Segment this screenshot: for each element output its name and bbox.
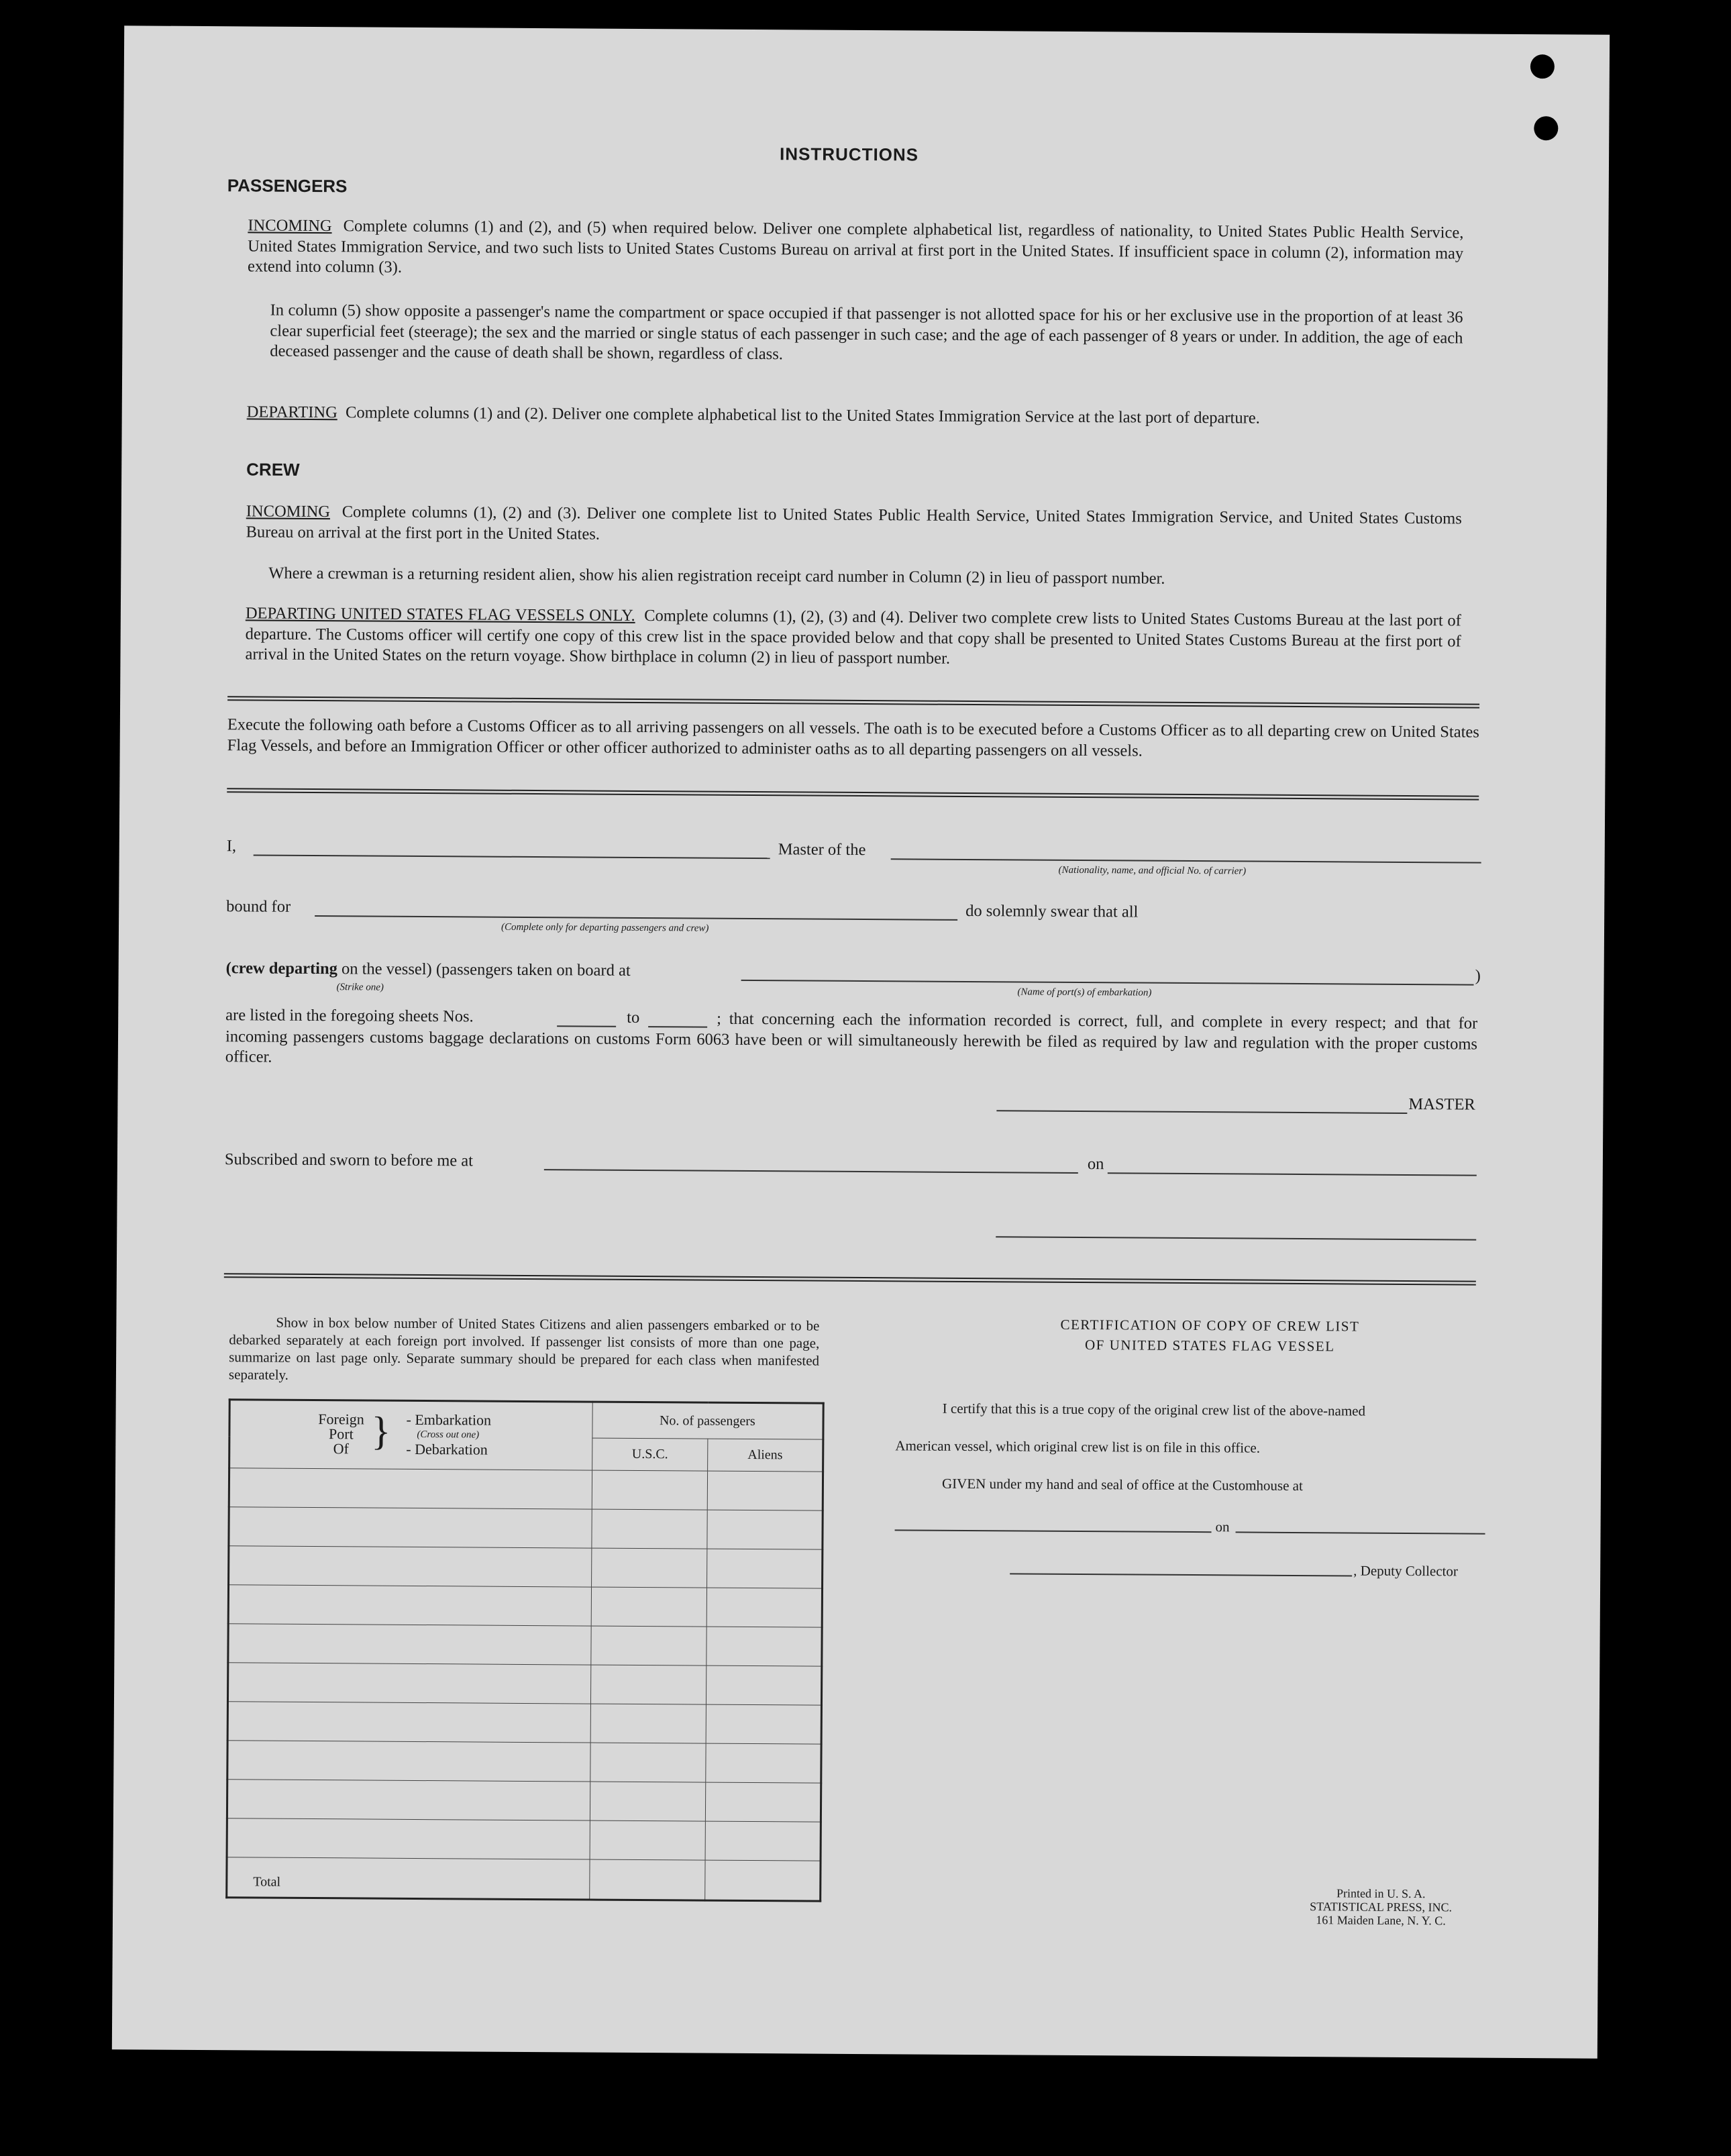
aliens-cell[interactable]: [706, 1704, 821, 1744]
crew-incoming-instruction: [246, 501, 1462, 550]
sworn-place-field[interactable]: [544, 1169, 1078, 1174]
passengers-departing-instruction: [247, 402, 1463, 430]
oath-i-label: I,: [226, 837, 237, 856]
total-label: Total: [227, 1857, 590, 1900]
aliens-cell[interactable]: [707, 1510, 823, 1549]
crew-departing-instruction: [245, 603, 1461, 672]
passengers-count-header: No. of passengers: [592, 1402, 824, 1439]
deputy-signature-field[interactable]: [1010, 1573, 1352, 1576]
certification-title-line1: CERTIFICATION OF COPY OF CREW LIST: [1060, 1316, 1360, 1335]
foreign-label: Foreign: [318, 1410, 364, 1428]
crewman-instruction: Where a crewman is a returning resident alien, show his alien registration receipt card number in Column (2) in lieu of passport number.: [268, 564, 1165, 588]
incoming-label: INCOMING: [248, 216, 332, 236]
certification-date-field[interactable]: [1236, 1531, 1485, 1534]
subscribed-label: Subscribed and sworn to before me at: [224, 1150, 474, 1170]
aliens-cell[interactable]: [705, 1821, 821, 1861]
oath-statement: ; that concerning each the information recorded is correct, full, and complete in every respect; and that for incoming passengers customs baggage declarations on customs Form 6063 have been or will simultaneously herewith be filed as required by law and regulation with the proper customs officer.: [225, 1009, 1478, 1066]
divider-double-3: [224, 1273, 1476, 1285]
crew-incoming-label: INCOMING: [246, 502, 331, 521]
port-label: Port: [328, 1425, 354, 1443]
usc-cell[interactable]: [590, 1782, 706, 1821]
aliens-column-header: Aliens: [708, 1439, 823, 1472]
aliens-cell[interactable]: [707, 1549, 823, 1588]
certification-title: [995, 1314, 1424, 1357]
divider-double-1: [227, 696, 1479, 708]
port-cell[interactable]: [229, 1546, 592, 1587]
certification-line3: GIVEN under my hand and seal of office at the Customhouse at: [941, 1475, 1303, 1494]
crew-passengers-line: [226, 959, 631, 980]
departing-text: Complete columns (1) and (2). Deliver one complete alphabetical list to the United States Immigration Service at the last port of departure.: [345, 403, 1260, 427]
strike-one-note: (Strike one): [336, 982, 384, 993]
master-signature-field[interactable]: [996, 1110, 1407, 1114]
column5-instruction: In column (5) show opposite a passenger's name the compartment or space occupied if that passenger is not allotted space for his or her exclusive use in the proportion of at least 36 clear superficial feet (steerage); the sex and the married or single status of each passenger in such case; and the age of each passenger of 8 years or under. In addition, the age of each deceased passenger and the cause of death shall be shown, regardless of class.: [270, 301, 1463, 364]
debarkation-option[interactable]: - Debarkation: [406, 1440, 488, 1458]
port-header-cell: [229, 1400, 592, 1470]
master-name-field[interactable]: [254, 854, 770, 859]
printer-line3: 161 Maiden Lane, N. Y. C.: [1316, 1913, 1446, 1928]
passengers-taken-option[interactable]: (passengers taken on board at: [435, 960, 631, 980]
usc-cell[interactable]: [591, 1587, 707, 1627]
aliens-cell[interactable]: [706, 1627, 822, 1666]
officer-signature-field[interactable]: [996, 1236, 1476, 1240]
divider-double-2: [227, 788, 1479, 800]
embarkation-option[interactable]: - Embarkation: [406, 1410, 492, 1429]
carrier-field[interactable]: [891, 858, 1481, 863]
aliens-total-cell[interactable]: [705, 1860, 821, 1901]
of-label: Of: [333, 1440, 349, 1457]
certification-line1: I certify that this is a true copy of the original crew list of the above-named: [942, 1400, 1366, 1419]
aliens-cell[interactable]: [707, 1588, 823, 1627]
summary-instructions: Show in box below number of United States Citizens and alien passengers embarked or to be debarked separately at each foreign port involved. If passenger list consists of more than one page, summarize on last page only. Separate summary should be prepared for each class when manifested separately.: [228, 1314, 820, 1383]
usc-cell[interactable]: [592, 1509, 708, 1549]
on-the-vessel-text: on the vessel): [341, 960, 432, 979]
aliens-cell[interactable]: [706, 1743, 821, 1783]
certification-line2: American vessel, which original crew list is on file in this office.: [895, 1437, 1261, 1456]
usc-column-header: U.S.C.: [592, 1438, 708, 1471]
page-title: INSTRUCTIONS: [779, 144, 919, 165]
passenger-summary-table: [225, 1398, 825, 1902]
crew-departing-text: Complete columns (1), (2), (3) and (4). Deliver two complete crew lists to United States Customs Bureau at the last port of departure. The Customs officer will certify one copy of this crew list in the space provided below and that copy shall be presented to United States Customs Bureau at the first port of arrival in the United States on the return voyage. Show birthplace in column (2) in lieu of passport number.: [245, 607, 1461, 668]
usc-cell[interactable]: [591, 1548, 707, 1588]
printer-line2: STATISTICAL PRESS, INC.: [1310, 1900, 1453, 1914]
crew-incoming-text: Complete columns (1), (2) and (3). Deliver one complete list to United States Public Health Service, United States Immigration Service, and United States Customs Bureau on arrival at the first port in the United States.: [246, 503, 1462, 544]
sworn-on-label: on: [1087, 1155, 1104, 1174]
usc-cell[interactable]: [590, 1665, 706, 1704]
form-page: [112, 25, 1610, 2058]
port-cell[interactable]: [227, 1741, 590, 1782]
aliens-cell[interactable]: [706, 1782, 821, 1822]
brace-icon: }: [371, 1408, 391, 1453]
customhouse-field[interactable]: [895, 1529, 1212, 1533]
passengers-heading: PASSENGERS: [227, 175, 348, 197]
usc-cell[interactable]: [590, 1704, 706, 1743]
departing-label: DEPARTING: [246, 403, 337, 422]
port-cell[interactable]: [227, 1663, 590, 1704]
port-cell[interactable]: [227, 1818, 590, 1859]
usc-cell[interactable]: [590, 1820, 706, 1860]
crew-departing-option[interactable]: (crew departing: [225, 959, 337, 978]
binder-hole-icon: [1530, 54, 1555, 79]
usc-cell[interactable]: [592, 1470, 708, 1510]
embarkation-ports-field[interactable]: [741, 980, 1474, 986]
master-label: MASTER: [1408, 1094, 1475, 1114]
printer-imprint: [1280, 1886, 1481, 1928]
swear-text: do solemnly swear that all: [965, 901, 1139, 921]
port-cell[interactable]: [227, 1702, 590, 1743]
aliens-cell[interactable]: [706, 1665, 822, 1705]
aliens-cell[interactable]: [708, 1471, 823, 1510]
passengers-incoming-instruction: [248, 215, 1464, 285]
certification-title-line2: OF UNITED STATES FLAG VESSEL: [1084, 1337, 1335, 1355]
port-cell[interactable]: [228, 1624, 591, 1665]
port-cell[interactable]: [229, 1468, 592, 1509]
certification-on-label: on: [1215, 1519, 1230, 1535]
sheets-to-label: to: [627, 1008, 640, 1027]
usc-total-cell[interactable]: [589, 1859, 705, 1900]
master-of-the-label: Master of the: [778, 840, 866, 860]
close-paren: ): [1475, 966, 1481, 985]
carrier-note: (Nationality, name, and official No. of carrier): [1058, 864, 1247, 877]
sworn-date-field[interactable]: [1108, 1172, 1477, 1176]
bound-for-note: (Complete only for departing passengers and crew): [501, 921, 709, 934]
usc-cell[interactable]: [590, 1626, 706, 1665]
oath-instruction: Execute the following oath before a Customs Officer as to all arriving passengers on all vessels. The oath is to be executed before a Customs Officer as to all departing crew on United States Flag Vessels, and before an Immigration Officer or other officer authorized to administer oaths as to all departing passengers on all vessels.: [227, 715, 1479, 760]
cross-out-note: (Cross out one): [417, 1429, 480, 1441]
printer-line1: Printed in U. S. A.: [1336, 1886, 1426, 1901]
deputy-collector-label: , Deputy Collector: [1353, 1562, 1458, 1580]
ports-note: (Name of port(s) of embarkation): [1017, 986, 1152, 998]
sheets-from-label: are listed in the foregoing sheets Nos.: [225, 1006, 474, 1026]
crew-heading: CREW: [246, 459, 300, 480]
port-cell[interactable]: [227, 1780, 590, 1820]
binder-hole-icon: [1534, 116, 1558, 140]
bound-for-field[interactable]: [315, 915, 957, 921]
port-cell[interactable]: [228, 1585, 591, 1626]
crew-departing-label: DEPARTING UNITED STATES FLAG VESSELS ONLY.: [245, 604, 635, 625]
port-cell[interactable]: [229, 1507, 592, 1548]
incoming-text: Complete columns (1) and (2), and (5) when required below. Deliver one complete alphabetical list, regardless of nationality, to United States Public Health Service, United States Immigration Service, and two such lists to United States Customs Bureau on arrival at first port in the United States. If insufficient space in column (2), information may extend into column (3).: [247, 217, 1464, 276]
usc-cell[interactable]: [590, 1743, 706, 1782]
bound-for-label: bound for: [226, 897, 291, 916]
